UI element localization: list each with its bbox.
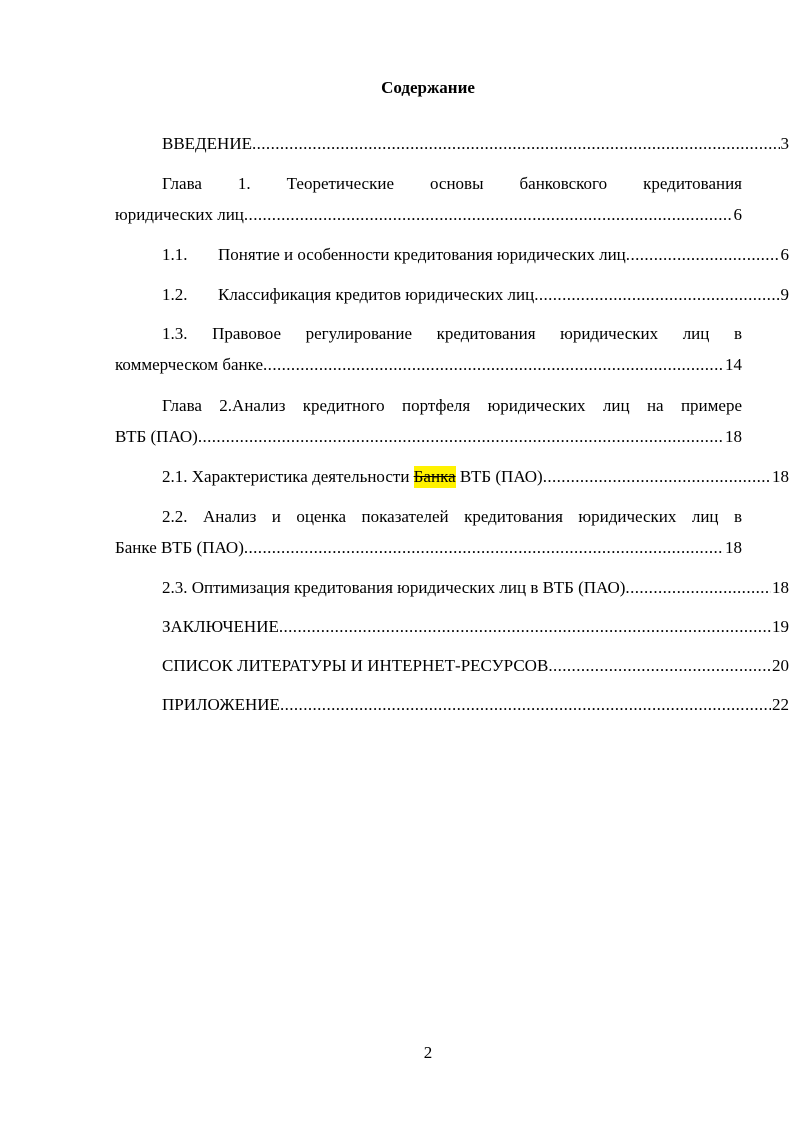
toc-page-number: 22 — [772, 695, 789, 714]
toc-entry-label: 2.3. Оптимизация кредитования юридических лиц в ВТБ (ПАО) — [162, 578, 626, 597]
toc-entry-label: ВВЕДЕНИЕ — [162, 134, 252, 153]
section-number: 1.1. — [162, 245, 188, 264]
toc-entry-label-suffix: ВТБ (ПАО) — [455, 467, 543, 486]
page-title: Содержание — [381, 78, 475, 97]
toc-entry-chapter1[interactable] — [115, 204, 742, 226]
toc-page-number: 14 — [725, 355, 742, 374]
toc-entry-1-3-line1[interactable]: 1.3. Правовое регулирование кредитования юридических лиц в — [162, 324, 742, 343]
leader-dots — [543, 466, 771, 488]
toc-entry-1-2[interactable] — [115, 284, 789, 306]
toc-entry-label: коммерческом банке — [115, 355, 264, 374]
toc-page-number: 6 — [733, 205, 742, 224]
toc-entry-label: юридических лиц — [115, 205, 244, 224]
toc-page-number: 9 — [780, 285, 789, 304]
toc-entry-label: Банке ВТБ (ПАО) — [115, 538, 244, 557]
leader-dots — [625, 577, 771, 599]
leader-dots — [244, 537, 724, 559]
leader-dots — [280, 694, 771, 716]
toc-page-number: 20 — [772, 656, 789, 675]
toc-page-number: 18 — [725, 427, 742, 446]
toc-page-number: 19 — [772, 617, 789, 636]
highlighted-deleted-word: Банка — [413, 467, 456, 486]
toc-entry-chapter2[interactable] — [115, 426, 742, 448]
toc-entry-2-3[interactable] — [115, 577, 789, 599]
leader-dots — [252, 133, 780, 155]
toc-entry-2-2-line1[interactable]: 2.2. Анализ и оценка показателей кредитования юридических лиц в — [162, 507, 742, 526]
toc-entry-chapter2-line1[interactable]: Глава 2.Анализ кредитного портфеля юридических лиц на примере — [162, 396, 742, 415]
toc-entry-label: СПИСОК ЛИТЕРАТУРЫ И ИНТЕРНЕТ-РЕСУРСОВ — [162, 656, 549, 675]
toc-entry-1-1[interactable] — [115, 244, 789, 266]
toc-entry-2-1[interactable] — [115, 466, 789, 488]
toc-entry-literature[interactable] — [115, 655, 789, 677]
leader-dots — [548, 655, 771, 677]
toc-entry-appendix[interactable] — [115, 694, 789, 716]
section-number: 1.2. — [162, 285, 188, 304]
page-number: 2 — [423, 1043, 433, 1062]
toc-entry-label: ПРИЛОЖЕНИЕ — [162, 695, 280, 714]
leader-dots — [626, 244, 780, 266]
toc-page-number: 18 — [772, 467, 789, 486]
toc-entry-label: Классификация кредитов юридических лиц — [218, 285, 535, 304]
toc-entry-label: 2.1. Характеристика деятельности — [162, 467, 414, 486]
leader-dots — [534, 284, 779, 306]
toc-page-number: 6 — [780, 245, 789, 264]
leader-dots — [263, 354, 724, 376]
leader-dots — [279, 616, 771, 638]
toc-page-number: 3 — [780, 134, 789, 153]
toc-entry-intro[interactable] — [115, 133, 789, 155]
toc-page-number: 18 — [725, 538, 742, 557]
toc-entry-label: ВТБ (ПАО) — [115, 427, 198, 446]
toc-page-number: 18 — [772, 578, 789, 597]
toc-entry-chapter1-line1[interactable]: Глава 1. Теоретические основы банковского кредитования — [162, 174, 742, 193]
toc-entry-label: ЗАКЛЮЧЕНИЕ — [162, 617, 279, 636]
toc-entry-conclusion[interactable] — [115, 616, 789, 638]
leader-dots — [198, 426, 724, 448]
toc-entry-2-2[interactable] — [115, 537, 742, 559]
leader-dots — [244, 204, 733, 226]
toc-entry-1-3[interactable] — [115, 354, 742, 376]
toc-entry-label: Понятие и особенности кредитования юридических лиц — [218, 245, 626, 264]
